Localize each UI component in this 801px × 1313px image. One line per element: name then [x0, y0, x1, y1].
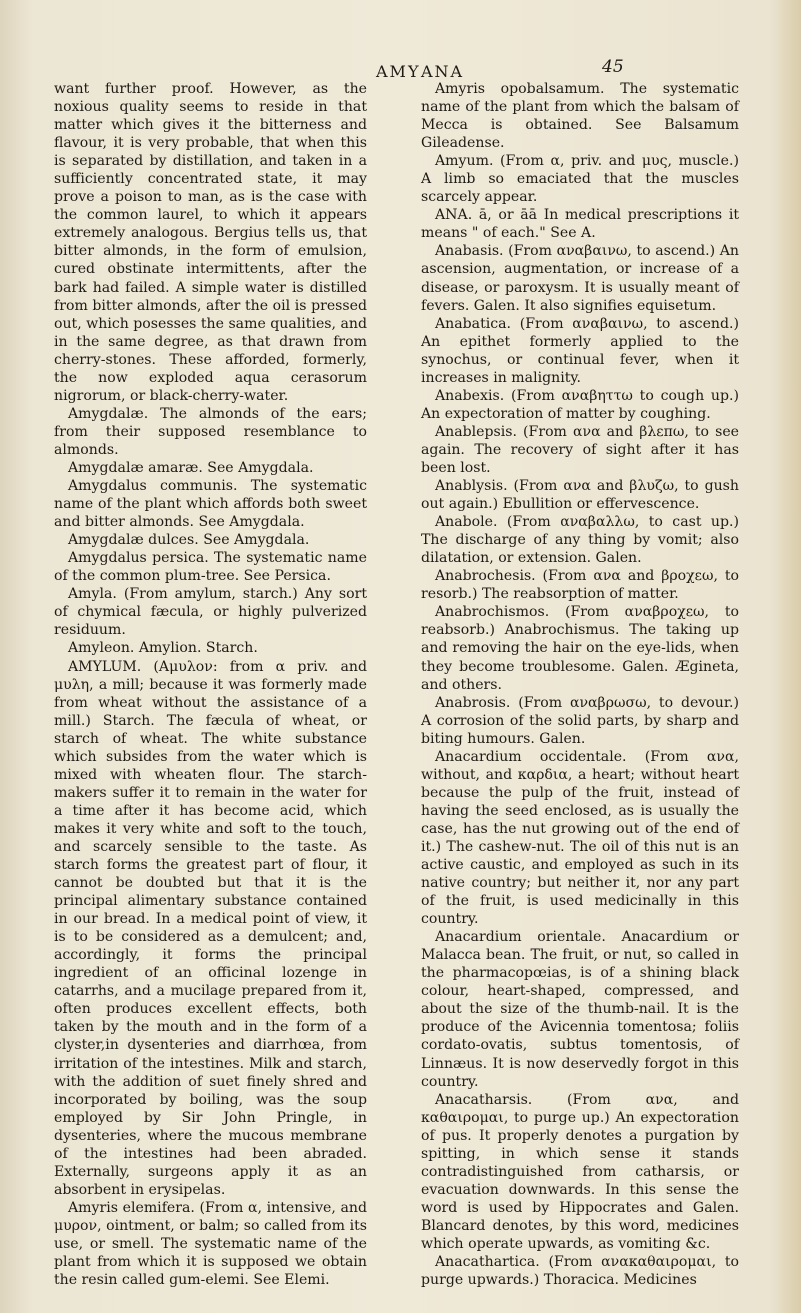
- entry-text: Anacardium orientale. Anacardium or Malacca bean. The fruit, or nut, so called in the pharmacopœias, is of a shining black colour, heart-shaped, compressed, and about the size of the thumb-nail. It is the produce of the Avicennia tomentosa; foliis cordato-ovatis, subtus tomentosis, of Linnæus. It is now deservedly forgot in this country.: [421, 929, 739, 1090]
- entry-text: Amyum. (From α, priv. and μυς, muscle.) A limb so emaciated that the muscles scarcely appear.: [421, 153, 739, 206]
- entry-text: Amygdalus communis. The systematic name of the plant which affords both sweet and bitter almonds. See Amygdala.: [54, 478, 367, 531]
- entry-text: Anablepsis. (From ανα and βλεπω, to see again. The recovery of sight after it has been lost.: [421, 423, 739, 476]
- entry-text: Amygdalæ. The almonds of the ears; from their supposed resemblance to almonds.: [54, 405, 367, 458]
- entry-text: Amyla. (From amylum, starch.) Any sort of chymical fæcula, or highly pulverized residuum.: [54, 586, 367, 639]
- entry-text: Amygdalus persica. The systematic name of the common plum-tree. See Persica.: [54, 550, 367, 585]
- entry-text: Amyleon. Amylion. Starch.: [68, 640, 258, 657]
- entry-text: Anacathartica. (From ανακαθαιρομαι, to purge upwards.) Thoracica. Medicines: [421, 1254, 739, 1289]
- entry-text: Anabexis. (From αναβηττω to cough up.) An expectoration of matter by coughing.: [421, 387, 739, 422]
- entry-text: Amyris elemifera. (From α, intensive, and μυρον, ointment, or balm; so called from its use, or smell. The systematic name of the plant from which it is supposed we obtain the resin called gum-elemi. See Elemi.: [54, 1199, 367, 1289]
- entry-text: Anabole. (From αναβαλλω, to cast up.) The discharge of any thing by vomit; also dilatation, or extension. Galen.: [421, 514, 739, 567]
- entry-text: Anabatica. (From αναβαινω, to ascend.) An epithet formerly applied to the synochus, or continual fever, when it increases in malignity.: [421, 315, 739, 386]
- entry-text: Anabrosis. (From αναβρωσω, to devour.) A corrosion of the solid parts, by sharp and biting humours. Galen.: [421, 694, 739, 747]
- entry-text: Anabasis. (From αναβαινω, to ascend.) An ascension, augmentation, or increase of a disease, or paroxysm. It is usually meant of fevers. Galen. It also signifies equisetum.: [421, 243, 739, 314]
- entry-text: Anablysis. (From ανα and βλυζω, to gush out again.) Ebullition or effervescence.: [421, 478, 739, 513]
- entry-text: Amygdalæ dulces. See Amygdala.: [68, 532, 310, 549]
- entry-text: Anacardium occidentale. (From ανα, without, and καρδια, a heart; without heart because the pulp of the fruit, instead of having the seed enclosed, as is usually the case, has the nut growing out of the end of it.) The cashew-nut. The oil of this nut is an active caustic, and employed as such in its native country; but neither it, nor any part of the fruit, is used medicinally in this country.: [421, 748, 739, 928]
- entry-text: Anacatharsis. (From ανα, and καθαιρομαι, to purge up.) An expectoration of pus. It properly denotes a purgation by spitting, in which sense it stands contradistinguished from catharsis, or evacuation downwards. In this sense the word is used by Hippocrates and Galen. Blancard denotes, by this word, medicines which operate upwards, as vomiting &c.: [421, 1091, 739, 1252]
- running-head-center: ANA: [421, 62, 465, 81]
- entry-text: Anabrochismos. (From αναβροχεω, to reabsorb.) Anabrochismus. The taking up and removing the hair on the eye-lids, when they become troublesome. Galen. Ægineta, and others.: [421, 604, 739, 693]
- entry-text: Amygdalæ amaræ. See Amygdala.: [68, 459, 314, 476]
- entry-text: Amyris opobalsamum. The systematic name of the plant from which the balsam of Mecca is obtained. See Balsamum Gileadense.: [421, 81, 739, 152]
- running-head-left: AMY: [376, 62, 421, 81]
- right-column: [421, 80, 739, 1289]
- page-number: 45: [602, 57, 624, 77]
- entry-text: ANA. ā, or āā In medical prescriptions it means " of each." See A.: [421, 207, 739, 242]
- entry-text: want further proof. However, as the noxious quality seems to reside in that matter which gives it the bitterness and flavour, it is very probable, that when this is separated by distillation, and taken in a sufficiently concentrated state, it may prove a poison to man, as is the case with the common laurel, to which it appears extremely analogous. Bergius tells us, that bitter almonds, in the form of emulsion, cured obstinate intermittents, after the bark had failed. A simple water is distilled from bitter almonds, after the oil is pressed out, which posesses the same qualities, and in the same degree, as that drawn from cherry-stones. These afforded, formerly, the now exploded aqua cerasorum nigrorum, or black-cherry-water.: [54, 81, 367, 404]
- left-column: [54, 80, 367, 1289]
- page-edge-stain: [780, 0, 801, 1313]
- entry-text: Anabrochesis. (From ανα and βροχεω, to resorb.) The reabsorption of matter.: [421, 568, 739, 603]
- entry-text: AMYLUM. (Αμυλον: from α priv. and μυλη, a mill; because it was formerly made from wheat without the assistance of a mill.) Starch. The fæcula of wheat, or starch of wheat. The white substance which subsides from the water which is mixed with wheaten flour. The starch-makers suffer it to remain in the water for a time after it has become acid, which makes it very white and soft to the touch, and scarcely sensible to the taste. As starch forms the greatest part of flour, it cannot be doubted but that it is the principal alimentary substance contained in our bread. In a medical point of view, it is to be considered as a demulcent; and, accordingly, it forms the principal ingredient of an officinal lozenge in catarrhs, and a mucilage prepared from it, often produces excellent effects, both taken by the mouth and in the form of a clyster,in dysenteries and diarrhœa, from irritation of the intestines. Milk and starch, with the addition of suet finely shred and incorporated by boiling, was the soup employed by Sir John Pringle, in dysenteries, where the mucous membrane of the intestines had been abraded. Externally, surgeons apply it as an absorbent in erysipelas.: [54, 658, 367, 1198]
